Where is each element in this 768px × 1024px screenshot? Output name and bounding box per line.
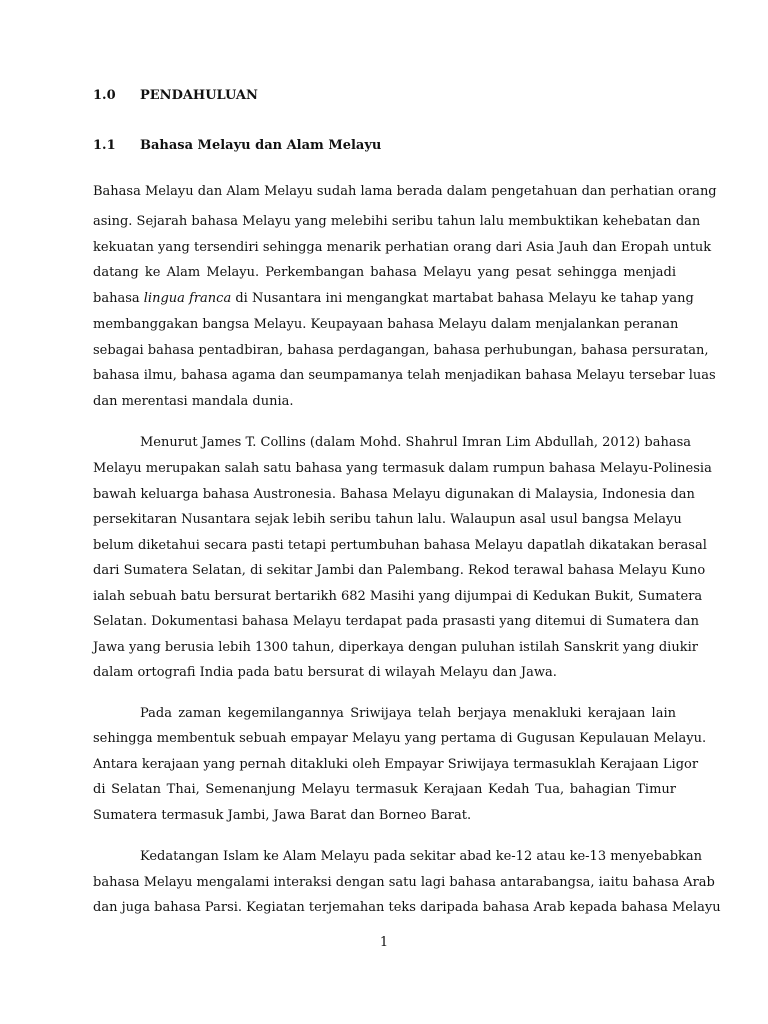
section-title: PENDAHULUAN xyxy=(140,88,258,103)
text-segment: bahasa xyxy=(93,291,144,306)
section-number: 1.0 xyxy=(93,88,116,103)
italic-term: lingua franca xyxy=(143,291,232,306)
paragraph-line: di Selatan Thai, Semenanjung Melayu termasuk Kerajaan Kedah Tua, bahagian Timur xyxy=(93,782,676,797)
paragraph-line: Jawa yang berusia lebih 1300 tahun, diperkaya dengan puluhan istilah Sanskrit yang diukir xyxy=(93,640,698,655)
paragraph-line: Menurut James T. Collins (dalam Mohd. Shahrul Imran Lim Abdullah, 2012) bahasa xyxy=(140,435,692,450)
paragraph-line: bawah keluarga bahasa Austronesia. Bahasa Melayu digunakan di Malaysia, Indonesia dan xyxy=(93,487,695,502)
paragraph-line: Kedatangan Islam ke Alam Melayu pada sekitar abad ke-12 atau ke-13 menyebabkan xyxy=(140,849,703,864)
paragraph-line: sebagai bahasa pentadbiran, bahasa perdagangan, bahasa perhubungan, bahasa persuratan, xyxy=(93,343,709,358)
paragraph-line: dari Sumatera Selatan, di sekitar Jambi dan Palembang. Rekod terawal bahasa Melayu Kuno xyxy=(93,563,706,578)
subsection-heading xyxy=(93,137,381,155)
section-heading xyxy=(93,87,258,105)
paragraph-line: asing. Sejarah bahasa Melayu yang melebihi seribu tahun lalu membuktikan kehebatan dan xyxy=(93,214,701,229)
paragraph-line: bahasa Melayu mengalami interaksi dengan satu lagi bahasa antarabangsa, iaitu bahasa Arab xyxy=(93,875,715,890)
paragraph-line: membanggakan bangsa Melayu. Keupayaan bahasa Melayu dalam menjalankan peranan xyxy=(93,317,679,332)
paragraph-line: datang ke Alam Melayu. Perkembangan bahasa Melayu yang pesat sehingga menjadi xyxy=(93,265,676,280)
paragraph-line: persekitaran Nusantara sejak lebih seribu tahun lalu. Walaupun asal usul bangsa Melayu xyxy=(93,512,682,527)
paragraph-line: Sumatera termasuk Jambi, Jawa Barat dan Borneo Barat. xyxy=(93,808,472,823)
paragraph-line: kekuatan yang tersendiri sehingga menarik perhatian orang dari Asia Jauh dan Eropah untuk xyxy=(93,240,712,255)
paragraph-line-with-italic xyxy=(93,290,694,307)
paragraph-line: dan merentasi mandala dunia. xyxy=(93,394,294,409)
paragraph-line: ialah sebuah batu bersurat bertarikh 682 Masihi yang dijumpai di Kedukan Bukit, Sumatera xyxy=(93,589,703,604)
paragraph-line: Bahasa Melayu dan Alam Melayu sudah lama berada dalam pengetahuan dan perhatian orang xyxy=(93,184,717,199)
paragraph-line: sehingga membentuk sebuah empayar Melayu yang pertama di Gugusan Kepulauan Melayu. xyxy=(93,731,707,746)
paragraph-line: bahasa ilmu, bahasa agama dan seumpamanya telah menjadikan bahasa Melayu tersebar luas xyxy=(93,368,716,383)
paragraph-line: Melayu merupakan salah satu bahasa yang termasuk dalam rumpun bahasa Melayu-Polinesia xyxy=(93,461,712,476)
paragraph-line: Antara kerajaan yang pernah ditakluki oleh Empayar Sriwijaya termasuklah Kerajaan Ligor xyxy=(93,757,699,772)
paragraph-line: dan juga bahasa Parsi. Kegiatan terjemahan teks daripada bahasa Arab kepada bahasa Melayu xyxy=(93,900,721,915)
page-number: 1 xyxy=(379,935,389,950)
subsection-number: 1.1 xyxy=(93,138,116,153)
paragraph-line: Selatan. Dokumentasi bahasa Melayu terdapat pada prasasti yang ditemui di Sumatera dan xyxy=(93,614,699,629)
text-segment: di Nusantara ini mengangkat martabat bahasa Melayu ke tahap yang xyxy=(231,291,694,306)
paragraph-line: belum diketahui secara pasti tetapi pertumbuhan bahasa Melayu dapatlah dikatakan berasal xyxy=(93,538,707,553)
paragraph-line: Pada zaman kegemilangannya Sriwijaya telah berjaya menakluki kerajaan lain xyxy=(140,706,676,721)
paragraph-line: dalam ortografi India pada batu bersurat di wilayah Melayu dan Jawa. xyxy=(93,665,557,680)
subsection-title: Bahasa Melayu dan Alam Melayu xyxy=(140,138,382,153)
